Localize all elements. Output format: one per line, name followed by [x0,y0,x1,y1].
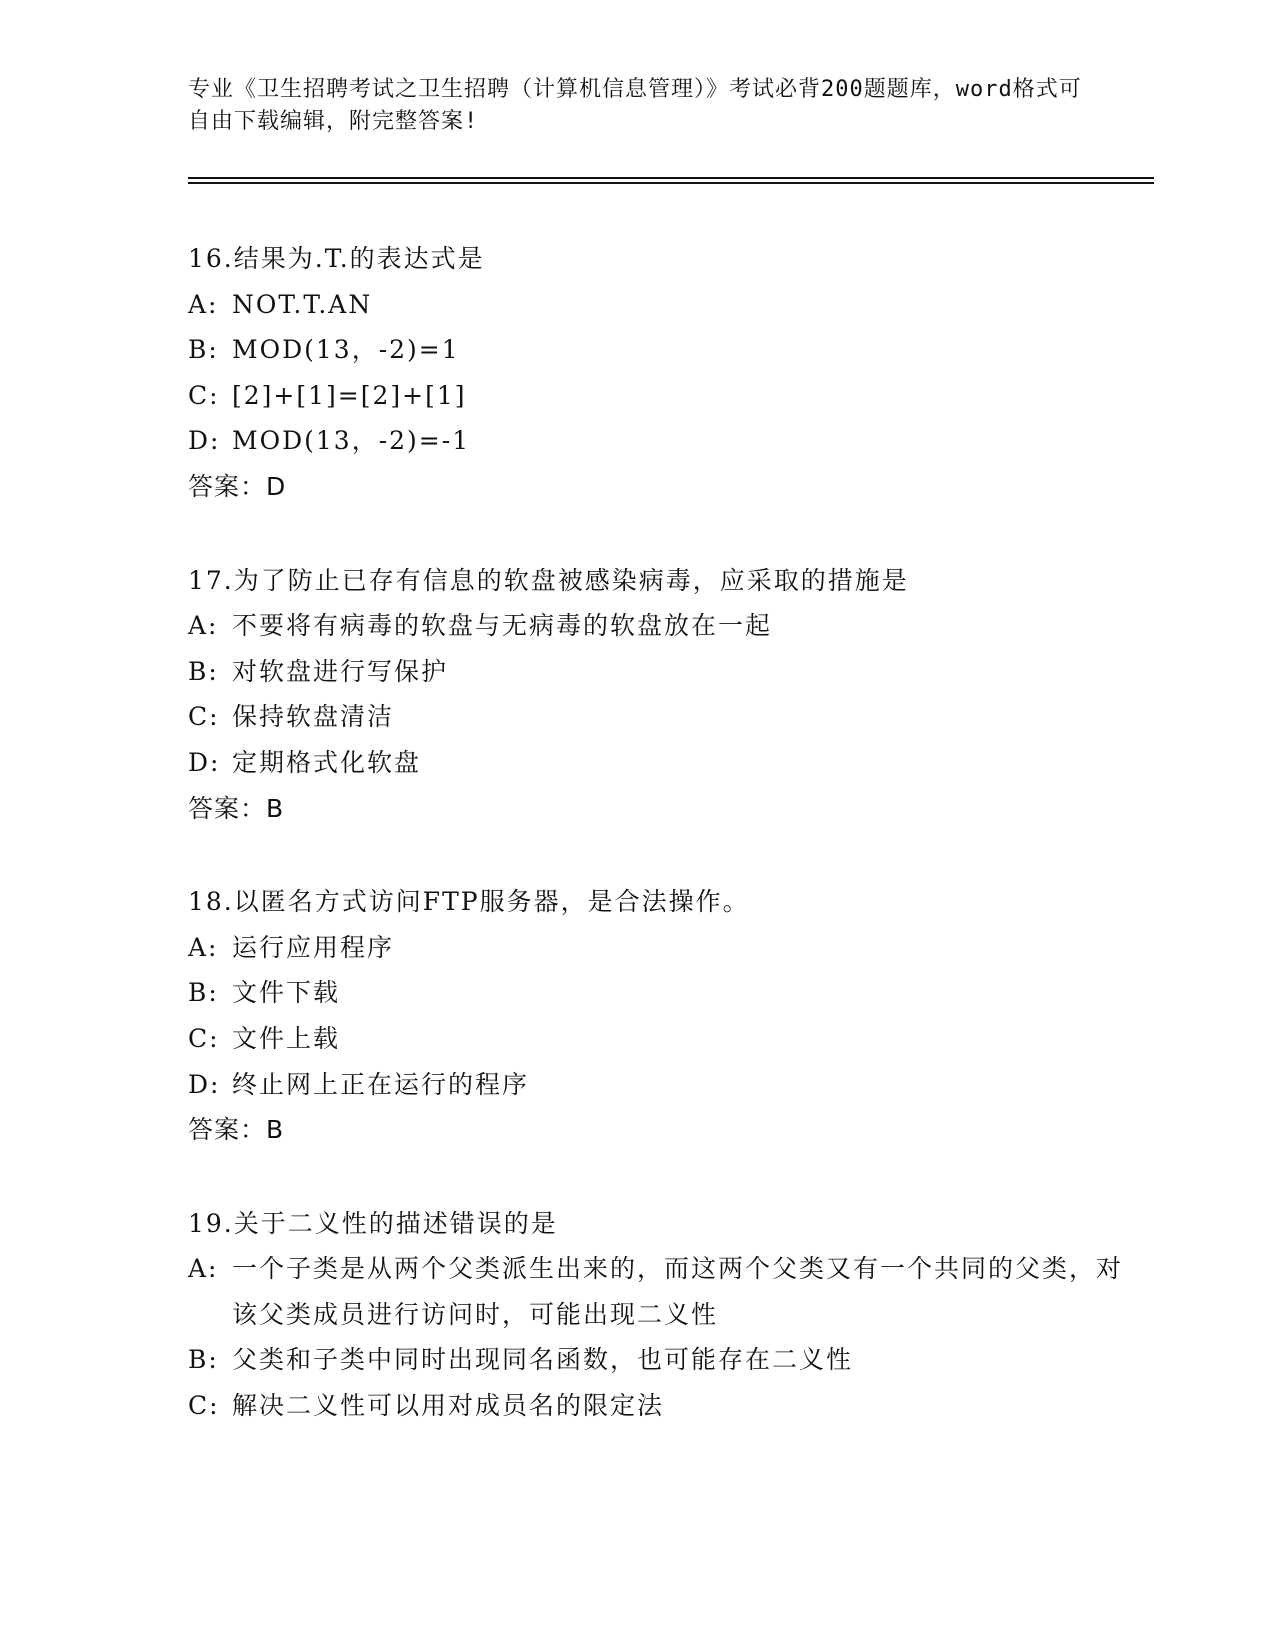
option-text: 运行应用程序 [232,932,395,962]
answer-line: 答案：B [188,793,285,823]
option-key: D: [188,747,221,777]
option-text: [2]+[1]=[2]+[1] [232,380,467,410]
option-a [188,603,1128,649]
answer-line: 答案：B [188,1115,285,1145]
option-c [188,1383,1128,1429]
option-b [188,1337,1128,1383]
option-key: C: [188,702,220,732]
option-text: 解决二义性可以用对成员名的限定法 [232,1391,665,1421]
question-16 [188,236,1128,510]
option-key: D: [188,1069,221,1099]
header-divider-bottom [188,182,1154,184]
question-18 [188,879,1128,1153]
option-c [188,694,1128,740]
option-key: A: [188,289,219,319]
option-d [188,740,1128,786]
answer-line: 答案：D [188,471,287,501]
option-c [188,1016,1128,1062]
question-stem: 18.以匿名方式访问FTP服务器，是合法操作。 [188,887,750,917]
option-key: B: [188,656,219,686]
question-stem: 19.关于二义性的描述错误的是 [188,1208,558,1238]
question-17 [188,558,1128,832]
option-key: D: [188,426,221,456]
option-text: 保持软盘清洁 [232,702,395,732]
document-header: 专业《卫生招聘考试之卫生招聘（计算机信息管理）》考试必背200题题库，word格式可自由下载编辑，附完整答案! [188,77,1082,134]
header-divider-top [188,177,1154,179]
option-key: A: [188,611,219,641]
option-text: NOT.T.AN [232,289,373,319]
option-text: MOD(13，-2)=-1 [232,426,471,456]
option-text: 对软盘进行写保护 [232,656,449,686]
option-a [188,282,1128,328]
option-key: A: [188,932,219,962]
option-text: 定期格式化软盘 [232,747,422,777]
question-stem: 16.结果为.T.的表达式是 [188,244,485,273]
option-text: 文件上载 [232,1023,341,1053]
option-key: C: [188,1023,220,1053]
option-d [188,1062,1128,1108]
option-b [188,327,1128,373]
option-text: 文件下载 [232,978,341,1008]
option-text: 一个子类是从两个父类派生出来的，而这两个父类又有一个共同的父类，对该父类成员进行访问时，可能出现二义性 [232,1254,1124,1329]
option-b [188,970,1128,1016]
option-key: B: [188,335,219,365]
option-key: B: [188,1345,219,1375]
option-text: 不要将有病毒的软盘与无病毒的软盘放在一起 [232,611,773,641]
option-key: A: [188,1254,219,1284]
option-key: C: [188,380,220,410]
option-text: 终止网上正在运行的程序 [232,1069,530,1099]
question-stem: 17.为了防止已存有信息的软盘被感染病毒，应采取的措施是 [188,565,909,595]
option-c [188,373,1128,419]
option-a [188,1246,1128,1337]
option-key: B: [188,978,219,1008]
option-d [188,418,1128,464]
question-list [188,236,1128,1477]
question-19 [188,1201,1128,1429]
option-key: C: [188,1391,220,1421]
option-text: 父类和子类中同时出现同名函数，也可能存在二义性 [232,1345,854,1375]
option-b [188,649,1128,695]
option-text: MOD(13，-2)=1 [232,335,460,365]
option-a [188,925,1128,971]
